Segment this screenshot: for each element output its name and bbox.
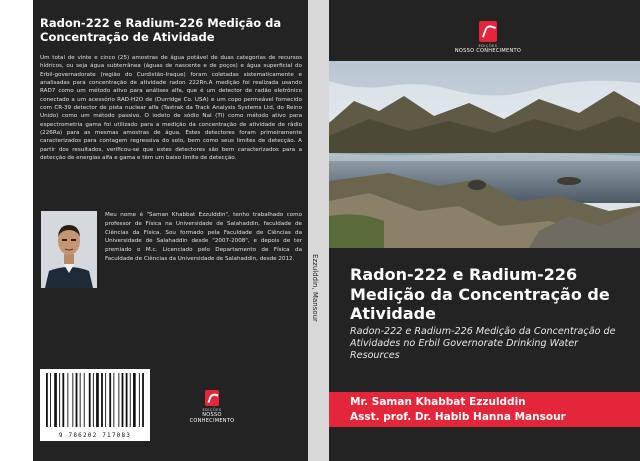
publisher-logo-icon: [205, 390, 219, 406]
author-name-2: Asst. prof. Dr. Habib Hanna Mansour: [350, 411, 566, 423]
landscape-lake-photo: [329, 61, 640, 248]
back-publisher-logo: [186, 390, 238, 424]
barcode-bars: [40, 369, 150, 431]
author-band: [329, 392, 640, 427]
back-logo-small-text: EDIÇÕES: [202, 408, 222, 412]
author-name-1: Mr. Saman Khabbat Ezzulddin: [350, 396, 526, 408]
publisher-logo-icon: [479, 21, 497, 42]
front-publisher-logo: [433, 21, 543, 54]
book-spine: [308, 0, 329, 461]
back-cover-title: Radon-222 e Radium-226 Medição da Concentração de Atividade: [40, 16, 282, 44]
front-cover-subtitle: Radon-222 e Radium-226 Medição da Concentração de Atividades no Erbil Governorate Drinking Water Resources: [350, 326, 616, 361]
front-cover-title: Radon-222 e Radium-226 Medição da Concentração de Atividade: [350, 265, 610, 323]
front-cover: [329, 0, 640, 461]
back-logo-big-text: NOSSO CONHECIMENTO: [189, 412, 235, 424]
barcode-icon: [40, 369, 150, 441]
barcode-number: 9 786202 717083: [58, 432, 132, 439]
author-portrait: [41, 211, 97, 288]
spine-authors: Ezzulddin, Mansour: [310, 254, 319, 322]
author-bio: Meu nome é "Saman Khabbat Ezzulddin", tenho trabalhado como professor de Física na Universidade de Salahaddin, faculdade de Ciências da Física. Sou formado pela Faculdade de Ciências da Universidade de Salahaddin desde "2007-2008", e depois de ter premiado o M.c. Licenciado pelo Departamento de Física da Faculdade de Ciências da Universidade de Salahaddin, desde 2012.: [105, 212, 302, 262]
back-cover-abstract: Um total de vinte e cinco (25) amostras de água potável de duas categorias de recursos hídricos, ou seja água subterrânea (águas de nascente e de poços) e água superficial do Erbil-governadorate (região do Curdistão-Iraque) foram coletadas sistematicamente e analisadas para concentração de atividade radon 222Rn.A medição foi realizada usando RAD7 como um método ativo para análises alfa, que é um detector de radão eletrônico conectado a um acessório RAD-H2O de (Durridge Co. USA) e um copo permeável fornecido com CR-39 detector de pista nuclear alfa (Tastrak da Track Analysis Systems Ltd, do Reino Unido) como um método passivo. O iodeto de sódio NaI (Tl) como método ativo para espectrometria gama foi utilizado para a medição da concentração de atividade de rádio (226Ra) para as mesmas amostras de água. Estes detectores foram primeiramente caracterizados para contagem regressiva do solo, bem como seus limites de detecção. A partir dos resultados, verificou-se que estes detectores são bem caracterizados para a detecção de energias alfa e gama e têm um baixo limite de detecção.: [40, 55, 302, 162]
front-logo-big-text: NOSSO CONHECIMENTO: [454, 48, 522, 54]
back-cover: [33, 0, 308, 461]
front-logo-small-text: EDIÇÕES: [478, 44, 498, 48]
